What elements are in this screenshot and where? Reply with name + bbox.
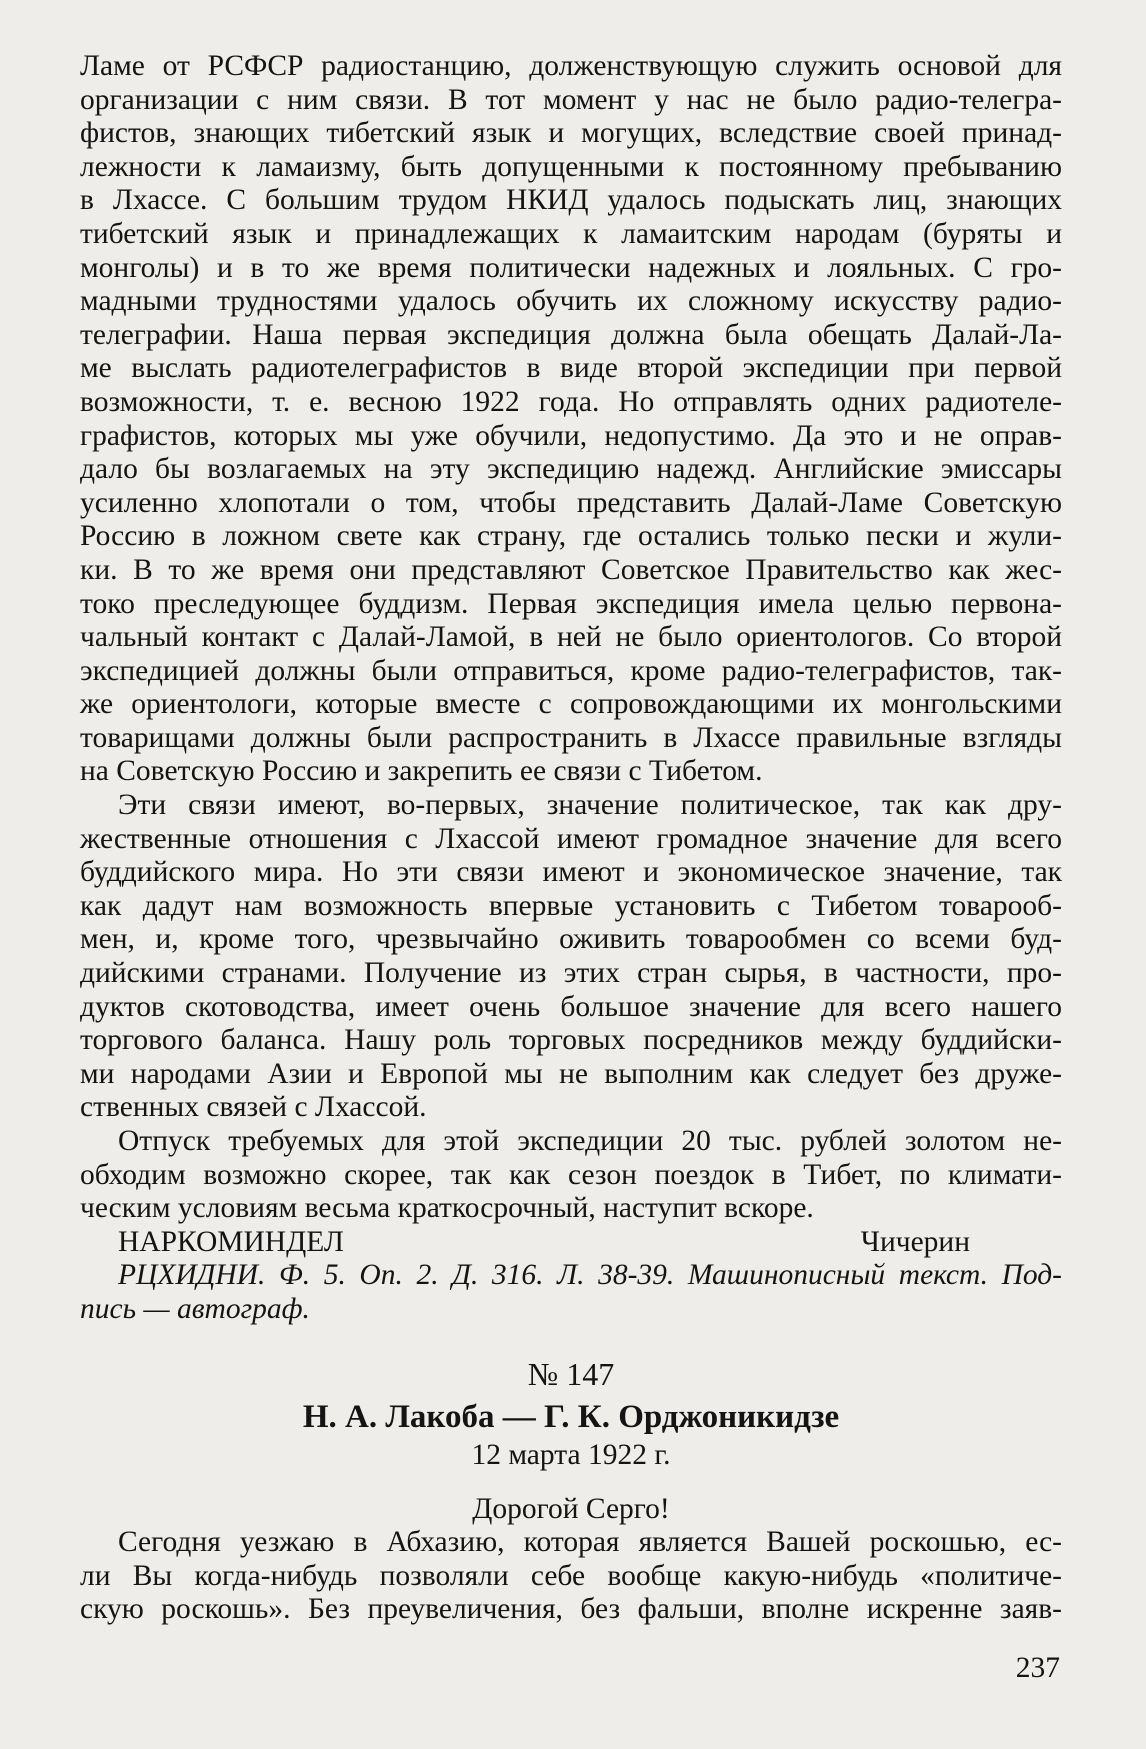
text-line: скую роскошь». Без преувеличения, без фальши, вполне искренне заяв- [80, 1593, 1062, 1626]
text-line: Отпуск требуемых для этой экспедиции 20 тыс. рублей золотом не- [118, 1125, 1062, 1157]
text-line: в Лхассе. С большим трудом НКИД удалось подыскать лиц, знающих [80, 184, 1062, 217]
paragraph-funding-request [80, 1125, 1062, 1226]
text-line: дало бы возлагаемых на эту экспедицию надежд. Английские эмиссары [80, 453, 1062, 486]
text-line: усиленно хлопотали о том, чтобы представить Далай-Ламе Советскую [80, 486, 1062, 519]
text-line: товарищами должны были распространить в Лхассе правильные взгляды [80, 721, 1062, 754]
archive-reference [80, 1259, 1062, 1326]
text-line: экспедицией должны были отправиться, кроме радио-телеграфистов, так- [80, 654, 1062, 687]
text-line: как дадут нам возможность впервые установить с Тибетом товарооб- [80, 889, 1062, 922]
text-line: РЦХИДНИ. Ф. 5. Оп. 2. Д. 316. Л. 38-39. Машинописный текст. Под- [118, 1259, 1062, 1292]
text-line: на Советскую Россию и закрепить ее связи с Тибетом. [80, 755, 763, 788]
text-line: Эти связи имеют, во-первых, значение политическое, так как дру- [118, 789, 1062, 822]
letter-salutation: Дорогой Серго! [472, 1492, 670, 1525]
document-title: Н. А. Лакоба — Г. К. Орджоникидзе [302, 1398, 840, 1435]
text-line: торгового баланса. Нашу роль торговых посредников между буддийски- [80, 1024, 1062, 1057]
text-line: ческим условиям весьма краткосрочный, наступит вскоре. [80, 1192, 814, 1225]
text-line: возможности, т. е. весною 1922 года. Но отправлять одних радиотеле- [80, 385, 1062, 418]
text-line: Сегодня уезжаю в Абхазию, которая является Вашей роскошью, ес- [118, 1526, 1062, 1559]
text-line: Ламе от РСФСР радиостанцию, долженствующую служить основой для [80, 50, 1062, 82]
text-line: фистов, знающих тибетский язык и могущих, вследствие своей принад- [80, 117, 1062, 150]
signature-name: Чичерин [860, 1225, 970, 1258]
document-date: 12 марта 1922 г. [471, 1438, 671, 1471]
text-line: буддийского мира. Но эти связи имеют и экономическое значение, так [80, 856, 1062, 889]
text-line: Россию в ложном свете как страну, где остались только пески и жули- [80, 520, 1062, 553]
page-text [80, 50, 1062, 1627]
text-line: монголы) и в то же время политически надежных и лояльных. С гро- [80, 251, 1062, 284]
text-line: дийскими странами. Получение из этих стран сырья, в частности, про- [80, 957, 1062, 990]
document-number: № 147 [527, 1355, 615, 1392]
text-line: ме выслать радиотелеграфистов в виде второй экспедиции при первой [80, 352, 1062, 385]
text-line: обходим возможно скорее, так как сезон поездок в Тибет, по климати- [80, 1158, 1062, 1191]
text-line: телеграфии. Наша первая экспедиция должна была обещать Далай-Ла- [80, 318, 1062, 351]
text-line: же ориентологи, которые вместе с сопровождающими их монгольскими [80, 688, 1062, 721]
text-line: дуктов скотоводства, имеет очень большое значение для всего нашего [80, 990, 1062, 1023]
text-line: пись — автограф. [80, 1292, 310, 1325]
signature [80, 1226, 1062, 1260]
text-line: тибетский язык и принадлежащих к ламаитским народам (буряты и [80, 217, 1062, 250]
letter-body [80, 1526, 1062, 1627]
signature-organization: НАРКОМИНДЕЛ [118, 1225, 344, 1258]
page-number: 237 [1015, 1652, 1060, 1684]
text-line: ли Вы когда-нибудь позволяли себе вообще какую-нибудь «политиче- [80, 1559, 1062, 1592]
text-line: мен, и, кроме того, чрезвычайно оживить товарообмен со всеми буд- [80, 923, 1062, 956]
text-line: ственных связей с Лхассой. [80, 1091, 427, 1124]
text-line: токо преследующее буддизм. Первая экспедиция имела целью первона- [80, 587, 1062, 620]
text-line: мадными трудностями удалось обучить их сложному искусству радио- [80, 285, 1062, 318]
text-line: лежности к ламаизму, быть допущенными к постоянному пребыванию [80, 150, 1062, 183]
text-line: жественные отношения с Лхассой имеют громадное значение для всего [80, 822, 1062, 855]
text-line: организации с ним связи. В тот момент у нас не было радио-телегра- [80, 83, 1062, 116]
text-line: ми народами Азии и Европой мы не выполним как следует без друже- [80, 1057, 1062, 1090]
paragraph-radio-station [80, 50, 1062, 789]
text-line: ки. В то же время они представляют Советское Правительство как жес- [80, 553, 1062, 586]
paragraph-tibet-relations [80, 789, 1062, 1125]
text-line: графистов, которых мы уже обучили, недопустимо. Да это и не оправ- [80, 419, 1062, 452]
text-line: чальный контакт с Далай-Ламой, в ней не было ориентологов. Со второй [80, 621, 1062, 654]
